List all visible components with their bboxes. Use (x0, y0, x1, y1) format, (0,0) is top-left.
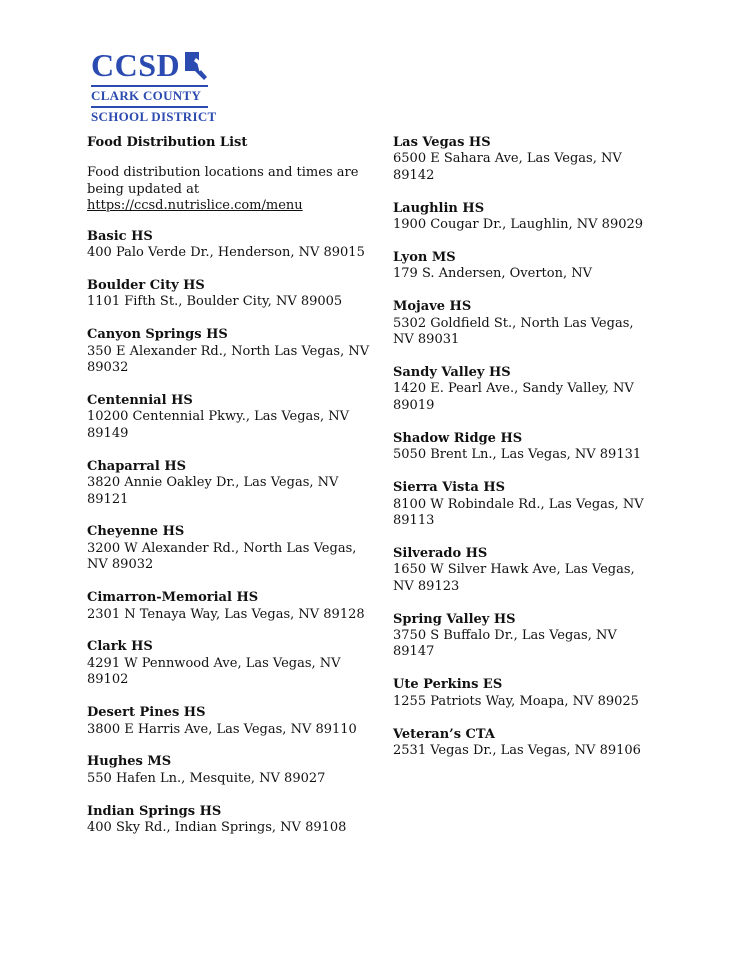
location-name: Shadow Ridge HS (393, 430, 523, 446)
location-address: 6500 E Sahara Ave, Las Vegas, NV 89142 (393, 151, 622, 183)
location-name: Silverado HS (393, 545, 488, 561)
location-entry (87, 705, 372, 738)
location-address: 350 E Alexander Rd., North Las Vegas, NV 89032 (87, 343, 370, 376)
location-name: Veteran’s CTA (393, 726, 495, 742)
location-address: 4291 W Pennwood Ave, Las Vegas, NV 89102 (87, 655, 341, 688)
location-entry (393, 250, 658, 283)
location-entry (87, 639, 372, 688)
location-name: Cheyenne HS (87, 524, 185, 540)
location-entry (393, 135, 658, 184)
location-name: Las Vegas HS (393, 135, 491, 150)
left-location-list (87, 229, 372, 837)
location-entry (393, 299, 658, 348)
page-title: Food Distribution List (87, 135, 248, 150)
location-name: Centennial HS (87, 392, 193, 408)
location-entry (393, 677, 658, 710)
logo-line-2: SCHOOL DISTRICT (91, 109, 217, 124)
location-entry (87, 590, 372, 623)
location-name: Lyon MS (393, 250, 456, 266)
location-address: 179 S. Andersen, Overton, NV (393, 266, 593, 282)
left-column (87, 135, 372, 853)
location-name: Indian Springs HS (87, 803, 222, 819)
ccsd-logo (91, 47, 217, 124)
location-address: 1255 Patriots Way, Moapa, NV 89025 (393, 693, 639, 709)
location-name: Hughes MS (87, 754, 172, 770)
location-entry (87, 393, 372, 442)
logo-divider (91, 85, 208, 87)
logo-letters: CCSD (91, 47, 181, 83)
intro-paragraph (87, 165, 372, 214)
location-name: Mojave HS (393, 299, 472, 315)
location-entry (87, 278, 372, 311)
right-column (393, 135, 658, 776)
location-entry (87, 327, 372, 376)
location-address: 10200 Centennial Pkwy., Las Vegas, NV 89149 (87, 409, 349, 441)
menu-link[interactable]: https://ccsd.nutrislice.com/menu (87, 198, 303, 214)
location-address: 3800 E Harris Ave, Las Vegas, NV 89110 (87, 721, 357, 737)
location-name: Spring Valley HS (393, 611, 516, 627)
location-entry (393, 612, 658, 661)
location-address: 3750 S Buffalo Dr., Las Vegas, NV 89147 (393, 627, 617, 660)
location-name: Sierra Vista HS (393, 480, 505, 496)
location-name: Laughlin HS (393, 200, 485, 216)
location-entry (87, 754, 372, 787)
location-address: 3200 W Alexander Rd., North Las Vegas, NV 89032 (87, 540, 357, 573)
nevada-state-icon (184, 51, 208, 81)
location-address: 1900 Cougar Dr., Laughlin, NV 89029 (393, 217, 644, 233)
location-address: 1101 Fifth St., Boulder City, NV 89005 (87, 294, 343, 310)
logo-mark (91, 48, 213, 82)
intro-text: Food distribution locations and times are being updated at (87, 165, 359, 197)
location-entry (393, 727, 658, 760)
location-entry (87, 459, 372, 508)
location-address: 1420 E. Pearl Ave., Sandy Valley, NV 89019 (393, 381, 634, 413)
location-address: 5302 Goldfield St., North Las Vegas, NV 89031 (393, 315, 634, 348)
location-address: 3820 Annie Oakley Dr., Las Vegas, NV 89121 (87, 475, 339, 507)
location-name: Desert Pines HS (87, 705, 206, 721)
location-entry (87, 804, 372, 837)
location-name: Cimarron-Memorial HS (87, 590, 259, 606)
location-name: Ute Perkins ES (393, 677, 503, 693)
location-name: Sandy Valley HS (393, 365, 511, 381)
logo-line-1: CLARK COUNTY (91, 88, 202, 103)
location-address: 2301 N Tenaya Way, Las Vegas, NV 89128 (87, 606, 365, 622)
location-address: 5050 Brent Ln., Las Vegas, NV 89131 (393, 447, 642, 463)
location-address: 550 Hafen Ln., Mesquite, NV 89027 (87, 770, 326, 786)
location-address: 2531 Vegas Dr., Las Vegas, NV 89106 (393, 742, 641, 758)
location-name: Basic HS (87, 228, 153, 244)
location-name: Chaparral HS (87, 458, 186, 474)
right-location-list (393, 135, 658, 759)
location-entry (87, 229, 372, 262)
location-name: Canyon Springs HS (87, 327, 228, 343)
location-address: 8100 W Robindale Rd., Las Vegas, NV 89113 (393, 496, 644, 528)
location-entry (393, 546, 658, 595)
location-address: 400 Palo Verde Dr., Henderson, NV 89015 (87, 245, 365, 261)
location-entry (393, 365, 658, 414)
location-address: 400 Sky Rd., Indian Springs, NV 89108 (87, 820, 347, 836)
location-entry (87, 524, 372, 573)
location-name: Clark HS (87, 639, 153, 655)
location-name: Boulder City HS (87, 277, 205, 293)
location-address: 1650 W Silver Hawk Ave, Las Vegas, NV 89123 (393, 562, 635, 594)
logo-divider-2 (91, 106, 208, 108)
location-entry (393, 431, 658, 464)
location-entry (393, 201, 658, 234)
location-entry (393, 480, 658, 529)
